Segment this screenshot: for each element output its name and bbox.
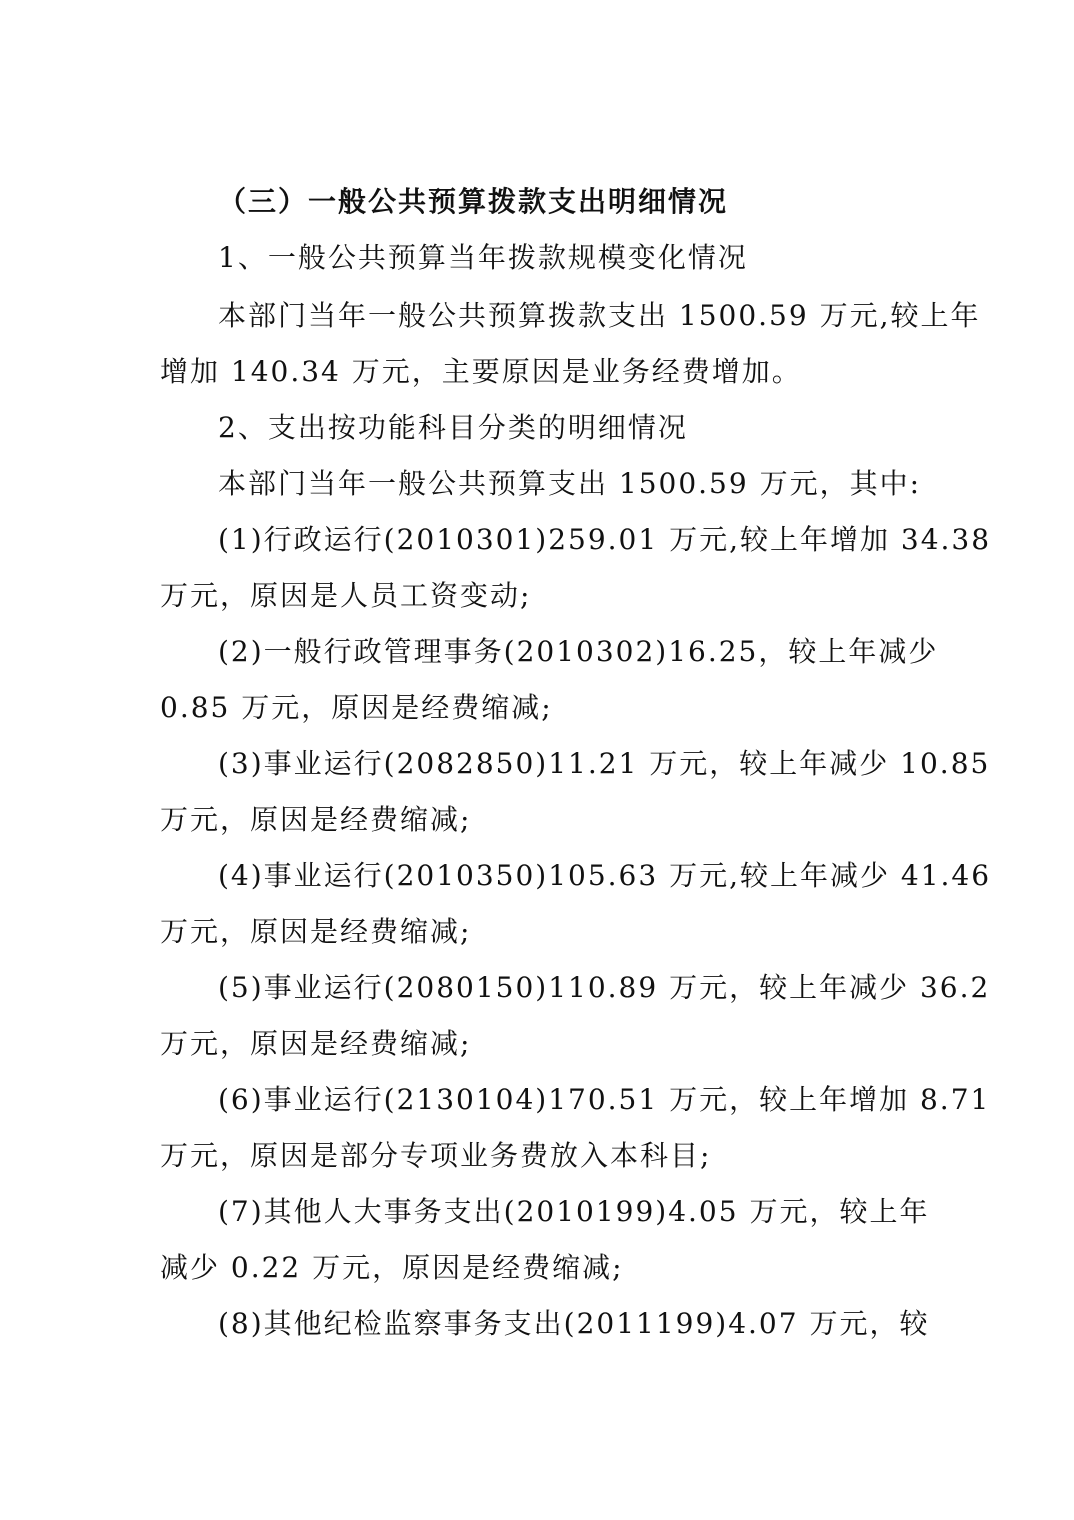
list-item-3-line2: 万元，原因是经费缩减; (160, 803, 472, 836)
list-item-1-line1: (1)行政运行(2010301)259.01 万元,较上年增加 34.38 (218, 523, 992, 556)
list-item-4-line2: 万元，原因是经费缩减; (160, 915, 472, 948)
list-item-6-line1: (6)事业运行(2130104)170.51 万元，较上年增加 8.71 (218, 1083, 991, 1116)
section1-paragraph-line2: 增加 140.34 万元，主要原因是业务经费增加。 (160, 355, 802, 388)
list-item-7-line2: 减少 0.22 万元，原因是经费缩减; (160, 1251, 624, 1284)
list-item-2-line2: 0.85 万元，原因是经费缩减; (160, 691, 553, 724)
section-heading: （三）一般公共预算拨款支出明细情况 (218, 185, 729, 218)
list-item-5-line1: (5)事业运行(2080150)110.89 万元，较上年减少 36.2 (218, 971, 991, 1004)
list-item-3-line1: (3)事业运行(2082850)11.21 万元，较上年减少 10.85 (218, 747, 991, 780)
section2-title: 2、支出按功能科目分类的明细情况 (218, 411, 688, 444)
list-item-5-line2: 万元，原因是经费缩减; (160, 1027, 472, 1060)
list-item-6-line2: 万元，原因是部分专项业务费放入本科目; (160, 1139, 712, 1172)
list-item-7-line1: (7)其他人大事务支出(2010199)4.05 万元，较上年 (218, 1195, 930, 1228)
list-item-1-line2: 万元，原因是人员工资变动; (160, 579, 532, 612)
section1-title: 1、一般公共预算当年拨款规模变化情况 (218, 241, 748, 274)
list-item-8-line1: (8)其他纪检监察事务支出(2011199)4.07 万元，较 (218, 1307, 930, 1340)
section2-intro: 本部门当年一般公共预算支出 1500.59 万元，其中: (218, 467, 922, 500)
list-item-2-line1: (2)一般行政管理事务(2010302)16.25，较上年减少 (218, 635, 939, 668)
section1-paragraph-line1: 本部门当年一般公共预算拨款支出 1500.59 万元,较上年 (218, 299, 981, 332)
list-item-4-line1: (4)事业运行(2010350)105.63 万元,较上年减少 41.46 (218, 859, 992, 892)
